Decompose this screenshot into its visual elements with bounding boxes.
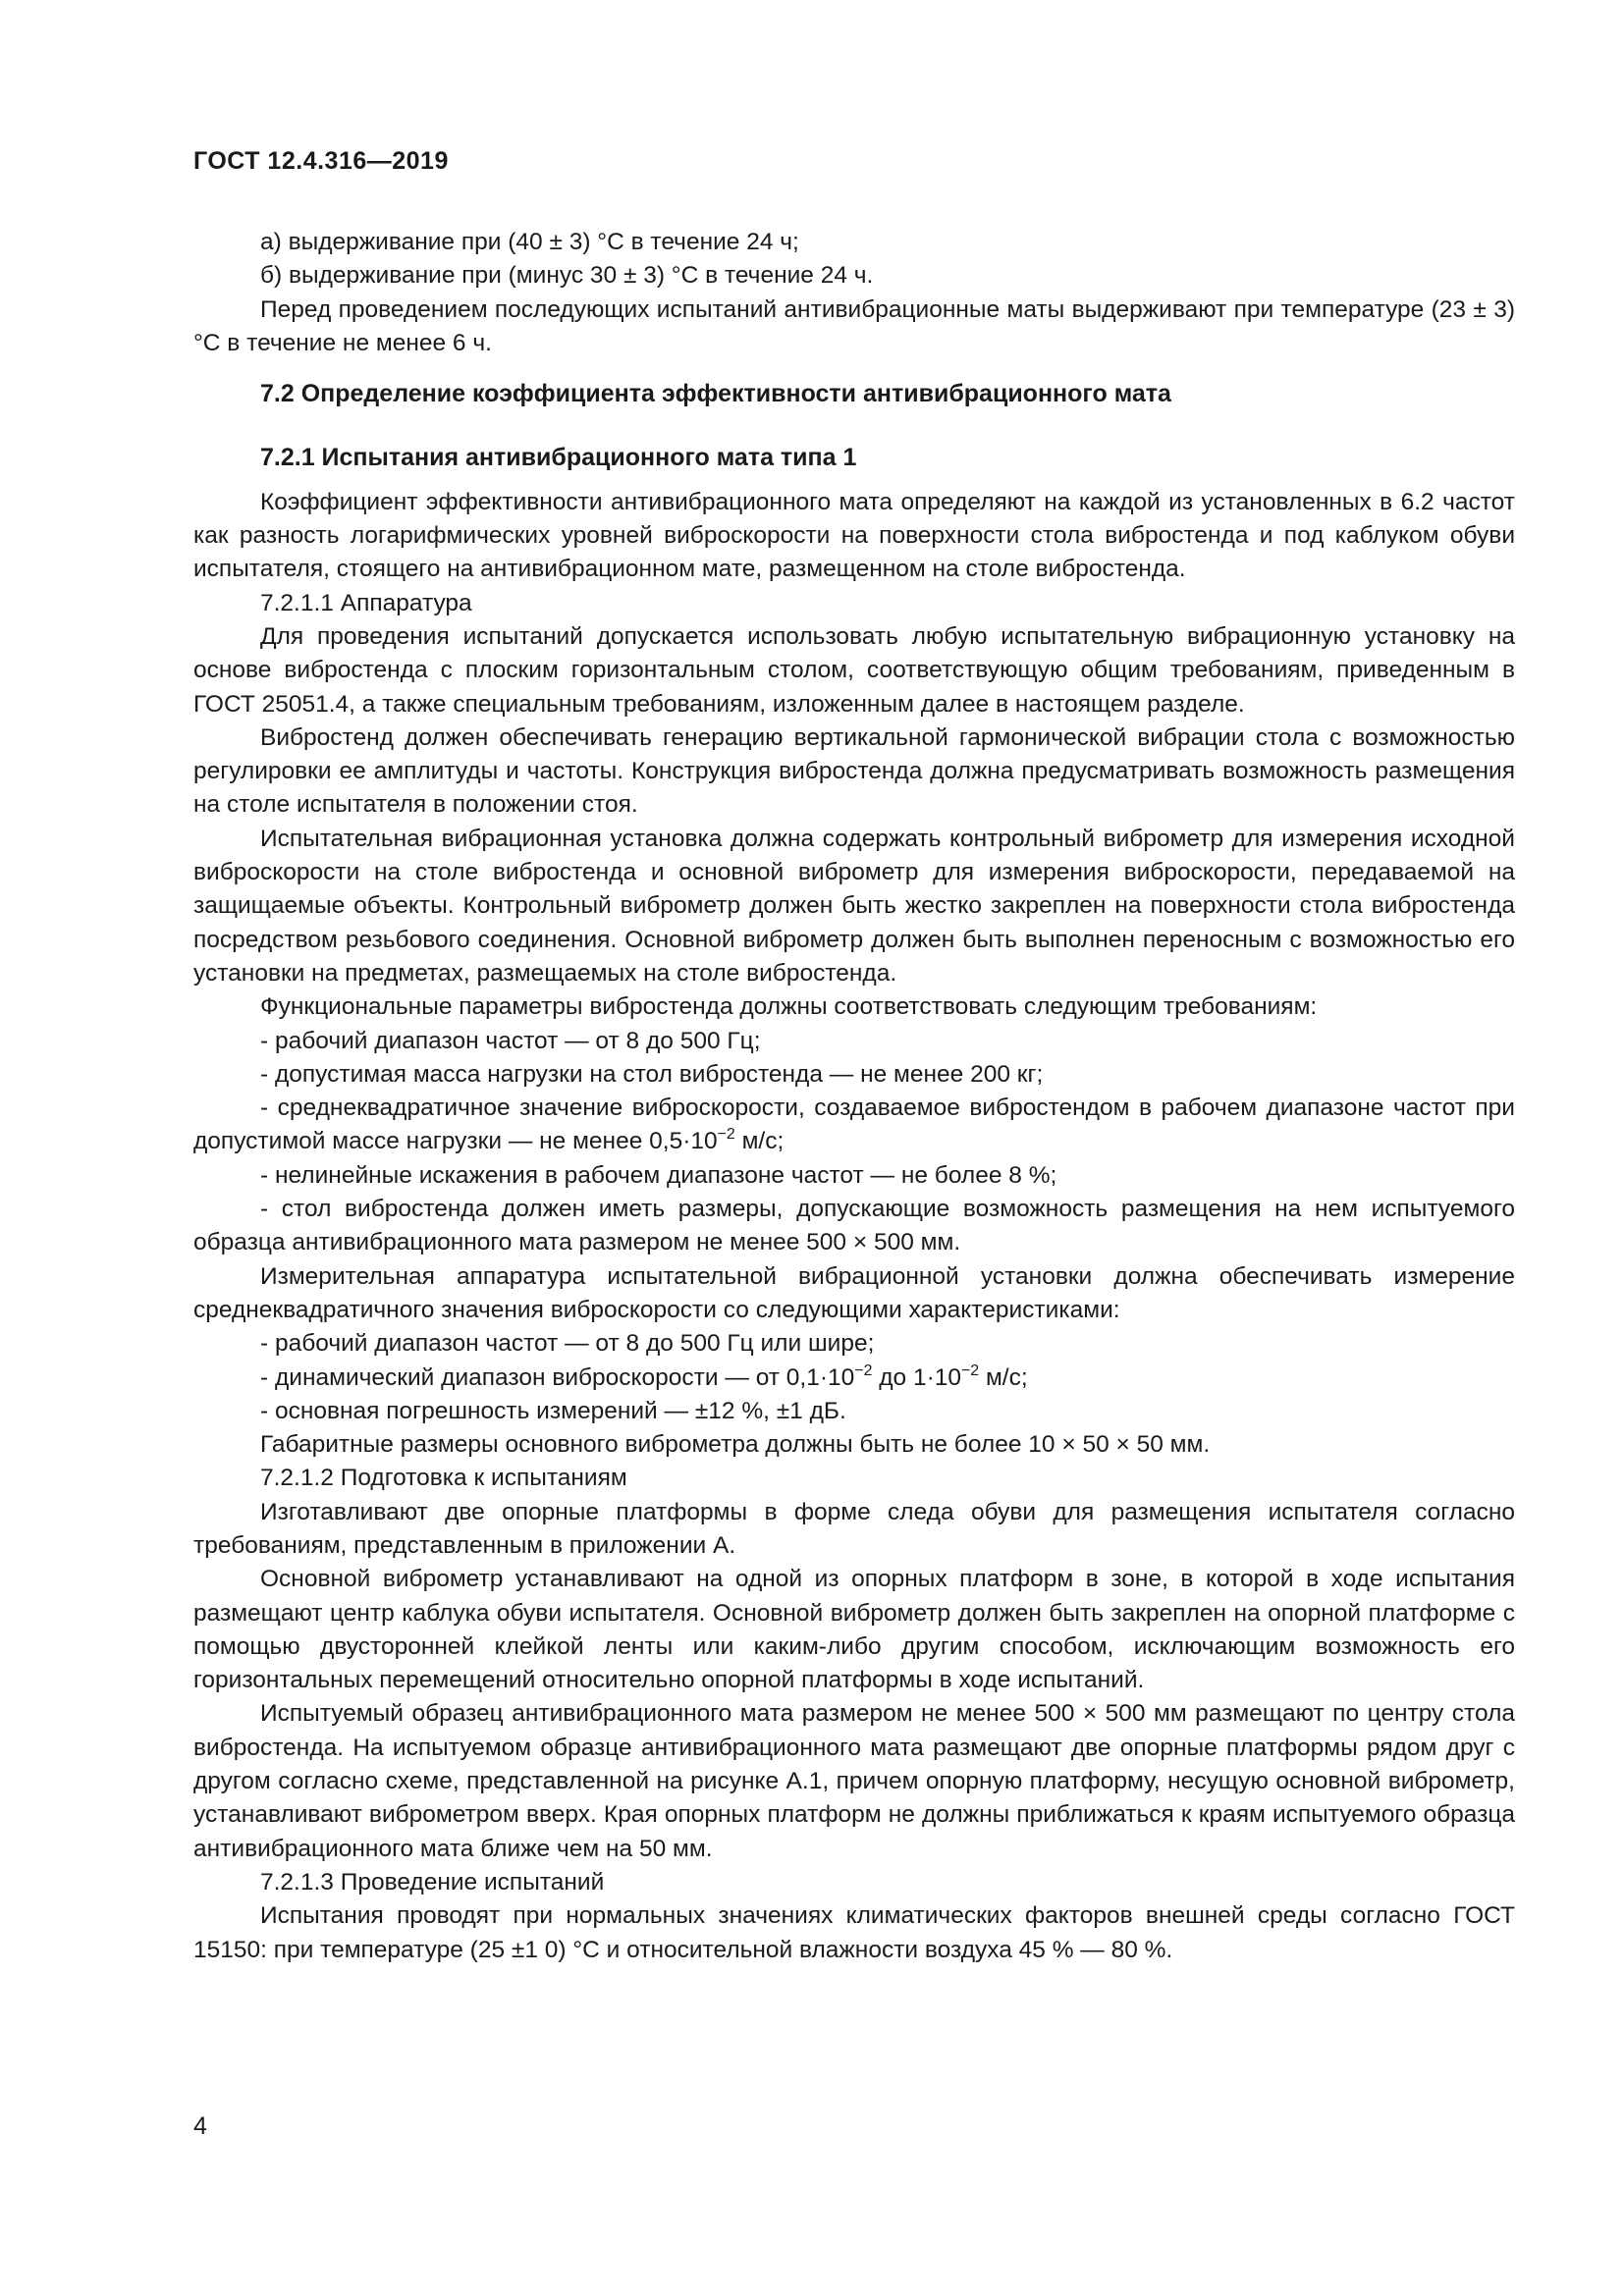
- paragraph-conditioning: Перед проведением последующих испытаний антивибрационные маты выдерживают при температуре (23 ± 3) °С в течение не менее 6 ч.: [193, 295, 1515, 356]
- dynamic-range-text: - динамический диапазон виброскорости — от 0,1·10: [260, 1363, 855, 1391]
- list-item-frequency-range: - рабочий диапазон частот — от 8 до 500 Гц;: [260, 1027, 761, 1054]
- unit-text: м/с;: [734, 1128, 785, 1155]
- subsection-7-2-1-2: 7.2.1.2 Подготовка к испытаниям: [260, 1465, 627, 1492]
- paragraph-vibrostand: Вибростенд должен обеспечивать генерацию вертикальной гармонической вибрации стола с возможностью регулировки ее амплитуды и частоты. Конструкция вибростенда должна предусматривать возможность размещения на столе испытателя в положении стоя.: [193, 723, 1515, 819]
- paragraph-measuring-equipment: Измерительная аппаратура испытательной вибрационной установки должна обеспечивать измерение среднеквадратичного значения виброскорости со следующими характеристиками:: [193, 1262, 1515, 1323]
- section-heading-7-2-1: 7.2.1 Испытания антивибрационного мата типа 1: [260, 444, 857, 472]
- paragraph-installation: Испытательная вибрационная установка должна содержать контрольный виброметр для измерения исходной виброскорости на столе вибростенда и основной виброметр для измерения виброскорости, передаваемой на защищаемые объекты. Контрольный виброметр должен быть жестко закреплен на поверхности стола вибростенда посредством резьбового соединения. Основной виброметр должен быть выполнен переносным с возможностью его установки на предметах, размещаемых на столе вибростенда.: [193, 825, 1515, 987]
- dynamic-range-text: до 1·10: [872, 1363, 961, 1391]
- paragraph-dimensions: Габаритные размеры основного виброметра должны быть не более 10 × 50 × 50 мм.: [260, 1431, 1211, 1459]
- exponent: −2: [961, 1362, 980, 1379]
- paragraph-main-vibrometer: Основной виброметр устанавливают на одной из опорных платформ в зоне, в которой в ходе испытания размещают центр каблука обуви испытателя. Основной виброметр должен быть закреплен на опорной платформе с помощью двусторонней клейкой ленты или каким-либо другим способом, исключающим возможность его горизонтальных перемещений относительно опорной платформы в ходе испытаний.: [193, 1566, 1515, 1694]
- subsection-7-2-1-3: 7.2.1.3 Проведение испытаний: [260, 1868, 605, 1896]
- list-item-distortion: - нелинейные искажения в рабочем диапазоне частот — не более 8 %;: [260, 1161, 1057, 1189]
- exponent: −2: [717, 1126, 735, 1144]
- paragraph-platforms: Изготавливают две опорные платформы в форме следа обуви для размещения испытателя согласно требованиям, представленным в приложении А.: [193, 1498, 1515, 1559]
- paragraph-test-setup: Для проведения испытаний допускается использовать любую испытательную вибрационную установку на основе вибростенда с плоским горизонтальным столом, соответствующую общим требованиям, приведенным в ГОСТ 25051.4, а также специальным требованиям, изложенным далее в настоящем разделе.: [193, 622, 1515, 718]
- list-item-load-mass: - допустимая масса нагрузки на стол вибростенда — не менее 200 кг;: [260, 1060, 1044, 1088]
- paragraph-sample-placement: Испытуемый образец антивибрационного мата размером не менее 500 × 500 мм размещают по центру стола вибростенда. На испытуемом образце антивибрационного мата размещают две опорные платформы рядом друг с другом согласно схеме, представленной на рисунке А.1, причем опорную платформу, несущую основной виброметр, устанавливают виброметром вверх. Края опорных платформ не должны приближаться к краям испытуемого образца антивибрационного мата ближе чем на 50 мм.: [193, 1700, 1515, 1862]
- rms-velocity-text: - среднеквадратичное значение виброскорости, создаваемое вибростендом в рабочем диапазоне частот при допустимой массе нагрузки — не менее 0,5·10: [193, 1095, 1515, 1155]
- list-item-a: а) выдерживание при (40 ± 3) °С в течение 24 ч;: [260, 229, 799, 255]
- list-item-error: - основная погрешность измерений — ±12 %, ±1 дБ.: [260, 1397, 846, 1424]
- document-header: ГОСТ 12.4.316—2019: [193, 147, 449, 175]
- list-item-table-size: - стол вибростенда должен иметь размеры, допускающие возможность размещения на нем испытуемого образца антивибрационного мата размером не менее 500 × 500 мм.: [193, 1196, 1515, 1256]
- exponent: −2: [854, 1362, 873, 1379]
- list-item-b: б) выдерживание при (минус 30 ± 3) °С в течение 24 ч.: [260, 262, 874, 290]
- list-item-dynamic-range: [193, 1362, 1515, 1395]
- paragraph-test-conditions: Испытания проводят при нормальных значениях климатических факторов внешней среды согласно ГОСТ 15150: при температуре (25 ±1 0) °С и относительной влажности воздуха 45 % — 80 %.: [193, 1902, 1515, 1963]
- page-number: 4: [193, 2112, 207, 2140]
- page-body: [193, 226, 1515, 1967]
- subsection-7-2-1-1: 7.2.1.1 Аппаратура: [260, 589, 472, 616]
- paragraph-functional-params: Функциональные параметры вибростенда должны соответствовать следующим требованиям:: [260, 993, 1318, 1021]
- list-item-measure-frequency: - рабочий диапазон частот — от 8 до 500 Гц или шире;: [260, 1330, 875, 1358]
- section-heading-7-2: 7.2 Определение коэффициента эффективности антивибрационного мата: [260, 380, 1171, 408]
- unit-text: м/с;: [979, 1363, 1028, 1391]
- paragraph-coefficient: Коэффициент эффективности антивибрационного мата определяют на каждой из установленных в 6.2 частот как разность логарифмических уровней виброскорости на поверхности стола вибростенда и под каблуком обуви испытателя, стоящего на антивибрационном мате, размещенном на столе вибростенда.: [193, 488, 1515, 583]
- list-item-rms-velocity: [193, 1092, 1515, 1159]
